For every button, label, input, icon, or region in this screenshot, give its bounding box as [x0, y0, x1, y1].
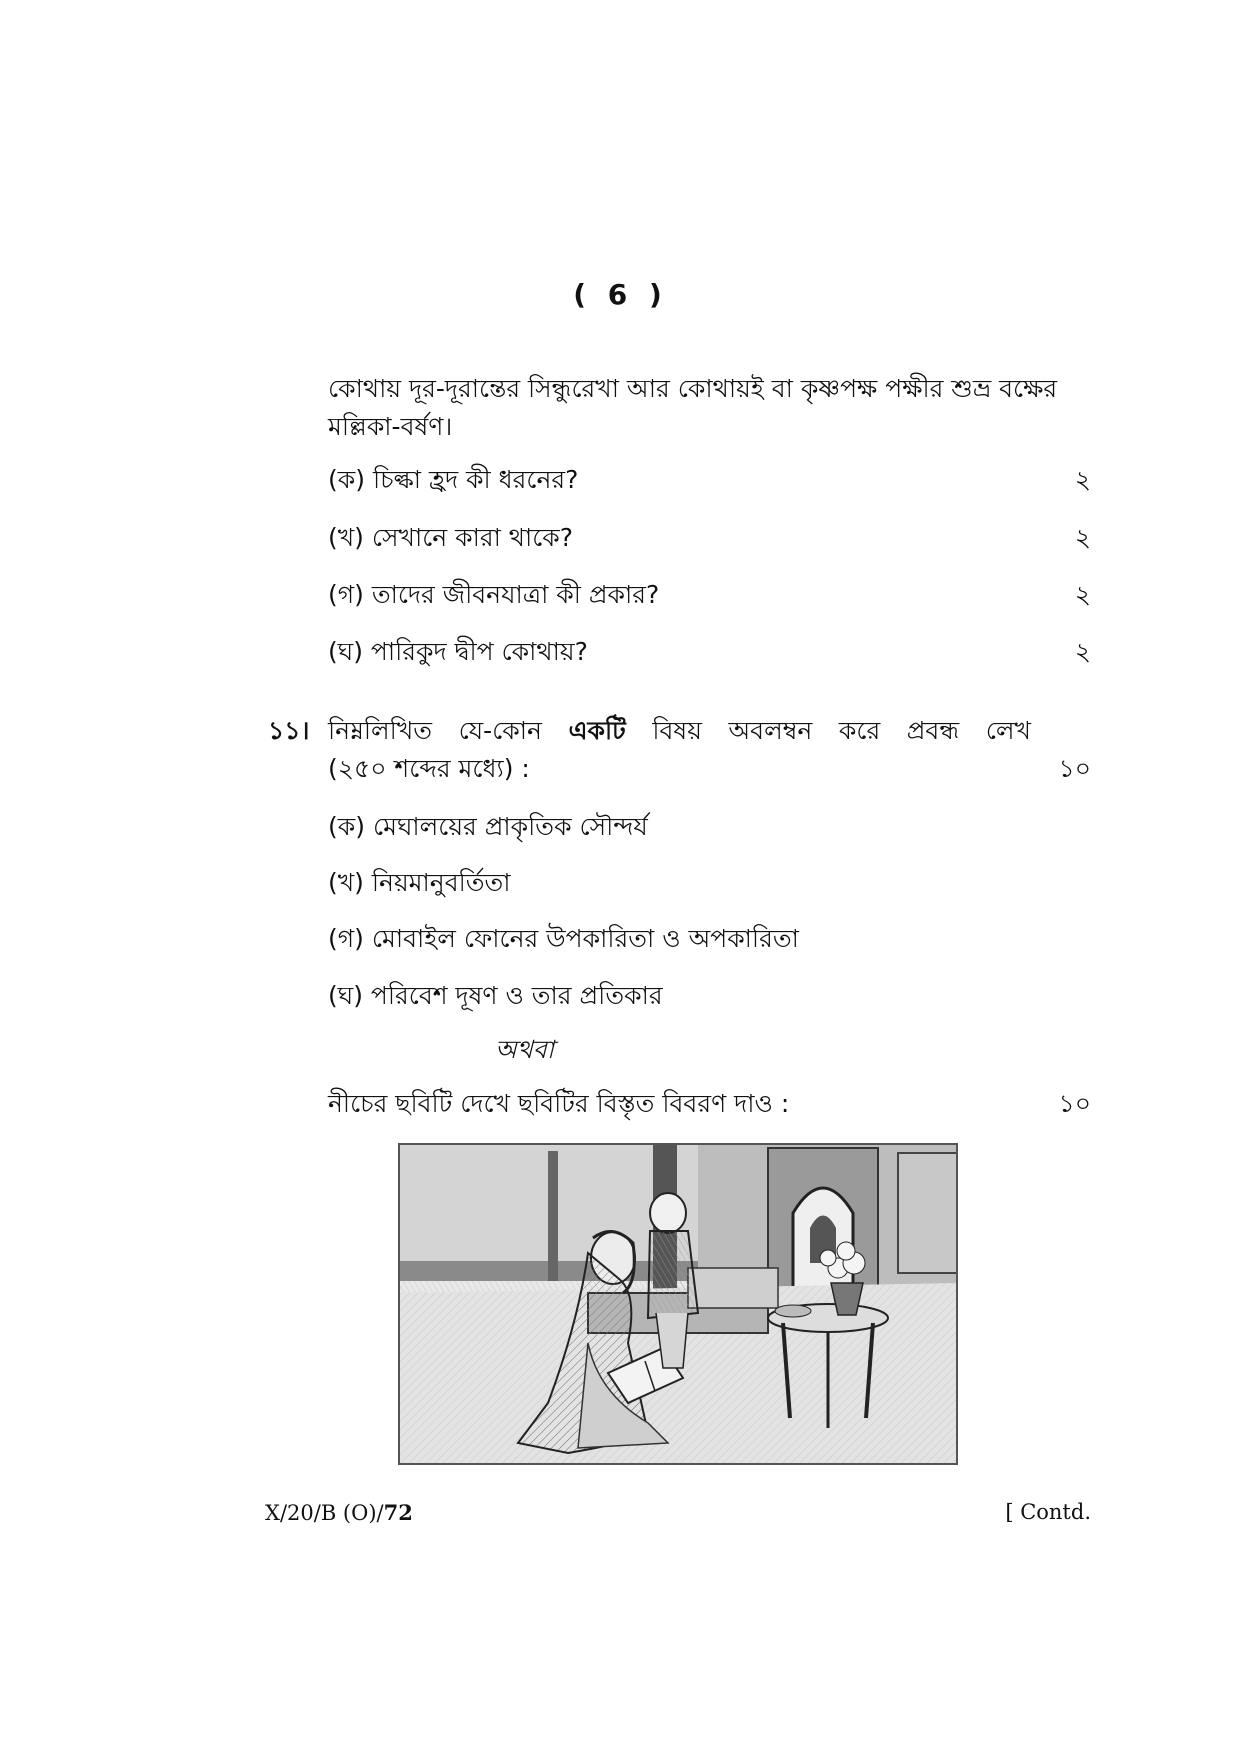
q11-instruction-line-2: (২৫০ শব্দের মধ্যে) : [328, 754, 530, 783]
paper-code-prefix: X/20/B (O)/ [265, 1501, 384, 1525]
q11-option-gha: (ঘ) পরিবেশ দূষণ ও তার প্রতিকার [328, 981, 663, 1010]
passage-line-2: মল্লিকা-বর্ষণ। [328, 412, 453, 441]
q10-item-kha: (খ) সেখানে কারা থাকে? [328, 523, 574, 552]
q11-word: অবলম্বন [728, 716, 813, 745]
picture-prompt: নীচের ছবিটি দেখে ছবিটির বিস্তৃত বিবরণ দাও : [328, 1089, 790, 1118]
q11-option-ga: (গ) মোবাইল ফোনের উপকারিতা ও অপকারিতা [328, 924, 799, 953]
q10-item-ga: (গ) তাদের জীবনযাত্রা কী প্রকার? [328, 580, 660, 609]
q11-word: প্রবন্ধ [906, 716, 960, 745]
q11-word: যে-কোন [458, 716, 542, 745]
q10-item-ka: (ক) চিল্কা হ্রদ কী ধরনের? [328, 465, 579, 494]
paper-code [265, 1500, 413, 1525]
picture-prompt-marks: ১০ [1058, 1089, 1091, 1118]
q11-word: লেখ [985, 716, 1031, 745]
or-separator: অথবা [495, 1035, 555, 1064]
q11-word-emphasis: একটি [568, 716, 626, 745]
q10-item-gha-marks: ২ [1074, 637, 1091, 666]
q11-number: ১১। [268, 716, 310, 745]
q11-word: করে [838, 716, 881, 745]
q11-option-ka: (ক) মেঘালয়ের প্রাকৃতিক সৌন্দর্য [328, 812, 648, 841]
q11-word: বিষয় [652, 716, 702, 745]
q11-marks: ১০ [1058, 754, 1091, 783]
q10-item-ka-marks: ২ [1074, 465, 1091, 494]
q11-option-kha: (খ) নিয়মানুবর্তিতা [328, 868, 511, 897]
paper-code-number: 72 [383, 1500, 413, 1525]
passage-line-1: কোথায় দূর-দূরান্তের সিন্ধুরেখা আর কোথায়ই বা কৃষ্ণপক্ষ পক্ষীর শুভ্র বক্ষের [328, 374, 1058, 403]
q10-item-ga-marks: ২ [1074, 580, 1091, 609]
mother-child-illustration [398, 1143, 958, 1465]
page-number: ( 6 ) [573, 278, 668, 311]
q10-item-kha-marks: ২ [1074, 523, 1091, 552]
continued-note: [ Contd. [1005, 1500, 1091, 1524]
q10-item-gha: (ঘ) পারিকুদ দ্বীপ কোথায়? [328, 637, 588, 666]
q11-word: নিম্নলিখিত [328, 716, 432, 745]
q11-instruction-line-1 [328, 712, 1031, 750]
